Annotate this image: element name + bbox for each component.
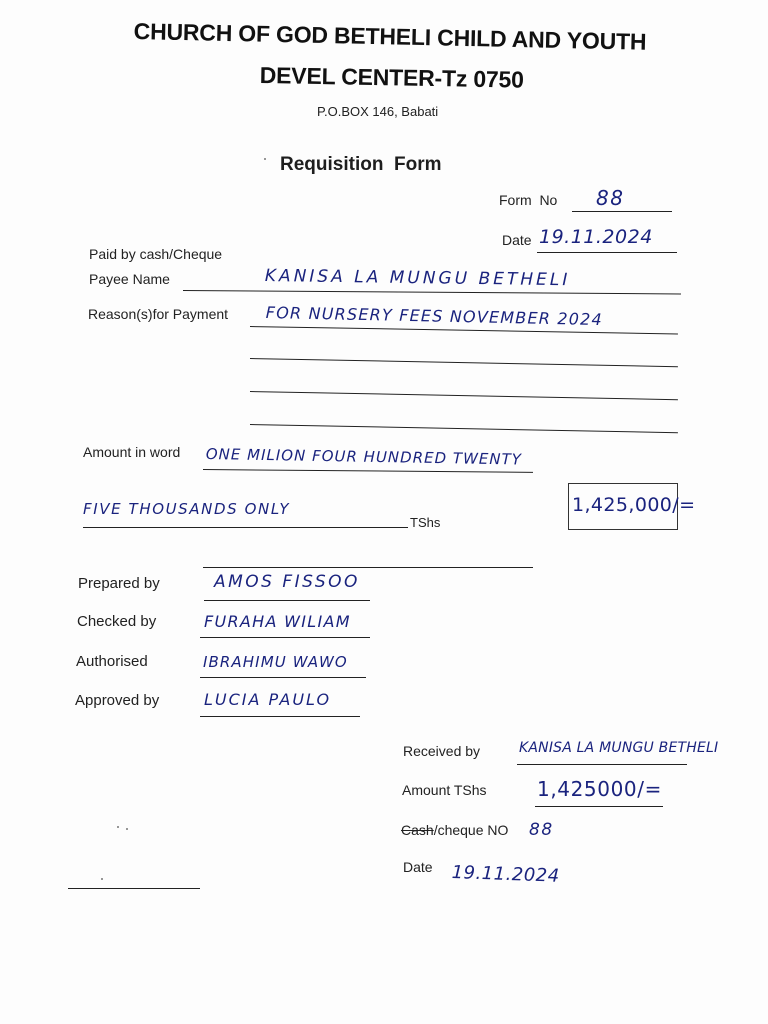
amount-tshs-label: Amount TShs [402, 782, 487, 798]
date-underline [537, 252, 677, 253]
cheque-no-label-text: /cheque NO [433, 822, 509, 838]
tshs-label: TShs [410, 515, 441, 530]
checked-by-label: Checked by [77, 613, 157, 630]
authorised-label: Authorised [76, 653, 148, 670]
payee-underline [183, 290, 681, 294]
form-no-underline [572, 211, 672, 212]
approved-by-underline [200, 716, 360, 717]
form-title: Requisition Form [280, 154, 442, 175]
checked-by-underline [200, 637, 370, 638]
cheque-no-label [401, 822, 508, 838]
authorised-underline [200, 677, 366, 678]
approved-by-value: LUCIA PAULO [204, 690, 332, 709]
prepared-by-value: AMOS FISSOO [214, 572, 360, 592]
date-value: 19.11.2024 [539, 226, 653, 248]
prepared-by-underline [204, 600, 370, 601]
paid-by-label: Paid by cash/Cheque [89, 246, 223, 262]
received-by-underline [517, 764, 687, 765]
signature-line [68, 888, 200, 889]
received-by-value: KANISA LA MUNGU BETHELI [519, 740, 719, 756]
cheque-no-value: 88 [529, 820, 554, 840]
cash-struck-label: Cash [401, 822, 434, 838]
amount-tshs-value: 1,425000/= [537, 777, 662, 801]
form-no-label: Form No [499, 192, 558, 208]
checked-by-value: FURAHA WILIAM [204, 612, 351, 631]
reason-underline-4 [250, 424, 678, 433]
speck [126, 828, 128, 830]
authorised-value: IBRAHIMU WAWO [203, 653, 348, 671]
approved-by-label: Approved by [75, 692, 160, 709]
amount-words-line2: FIVE THOUSANDS ONLY [83, 500, 291, 518]
speck [264, 158, 266, 160]
reason-label: Reason(s)for Payment [88, 306, 229, 322]
reason-underline-3 [250, 391, 678, 400]
receipt-date-value: 19.11.2024 [451, 862, 560, 887]
amount-words-label: Amount in word [83, 444, 181, 460]
payee-value: KANISA LA MUNGU BETHELI [264, 266, 571, 291]
amount-words-underline-1 [203, 469, 533, 473]
speck [101, 878, 103, 880]
amount-words-underline-2 [83, 527, 408, 528]
amount-words-line1: ONE MILION FOUR HUNDRED TWENTY [205, 445, 523, 469]
org-name-line2: DEVEL CENTER-Tz 0750 [259, 62, 524, 93]
date-label: Date [502, 232, 532, 248]
reason-underline-2 [250, 358, 678, 367]
speck [117, 826, 119, 828]
receipt-date-label: Date [403, 859, 433, 875]
prepared-by-label: Prepared by [78, 575, 160, 592]
org-address: P.O.BOX 146, Babati [317, 104, 439, 119]
reason-underline-1 [250, 326, 678, 334]
amount-figure-value: 1,425,000/= [572, 494, 696, 516]
payee-label: Payee Name [89, 271, 170, 287]
org-name-line1: CHURCH OF GOD BETHELI CHILD AND YOUTH [133, 18, 647, 55]
reason-value: FOR NURSERY FEES NOVEMBER 2024 [265, 303, 604, 330]
amount-blank-underline [203, 567, 533, 568]
amount-tshs-underline [535, 806, 663, 807]
received-by-label: Received by [403, 743, 481, 759]
form-no-value: 88 [596, 186, 625, 210]
